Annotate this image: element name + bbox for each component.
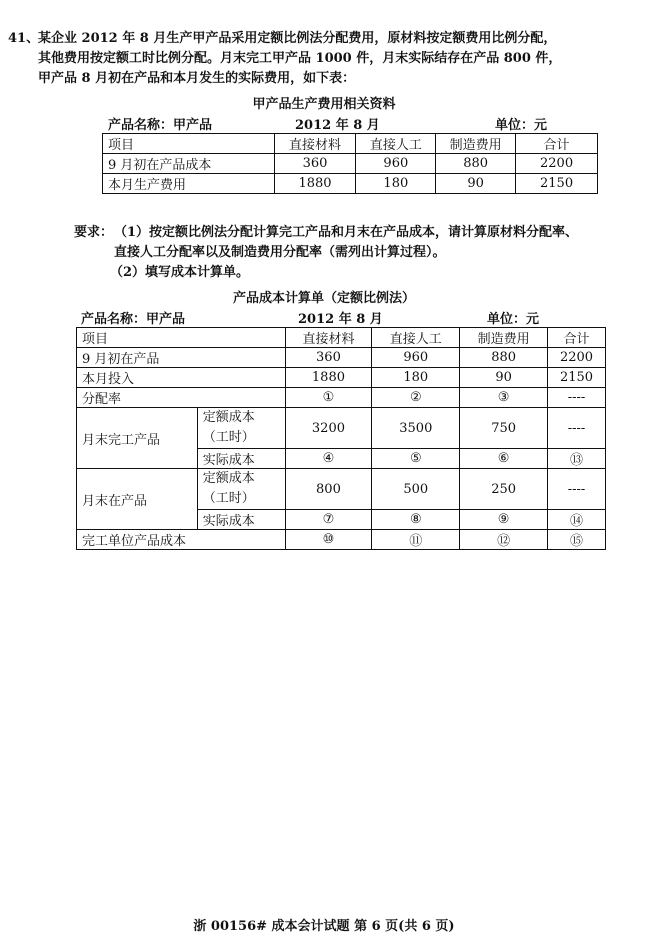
quota-label [197, 408, 285, 449]
table-cell: 3500 [372, 408, 460, 449]
table-cell: 880 [436, 154, 516, 174]
table-row [77, 469, 606, 510]
table-cell: 90 [460, 368, 548, 388]
table1-period: 2012 年 8 月 [295, 118, 380, 133]
row-label: 本月投入 [77, 368, 286, 388]
table-cell: 360 [274, 154, 356, 174]
table2-caption: 产品成本计算单（定额比例法） [232, 291, 415, 306]
table-row [103, 174, 598, 194]
table-cell: ⑩ [285, 530, 372, 550]
table-cell: ⑬ [548, 449, 606, 469]
table-cell: ⑥ [460, 449, 548, 469]
requirement-1-line-2: 直接人工分配率以及制造费用分配率（需列出计算过程）。 [114, 245, 446, 260]
actual-label: 实际成本 [197, 449, 285, 469]
question-line-2: 其他费用按定额工时比例分配。月末完工甲产品 1000 件，月末实际结存在产品 800 件， [38, 51, 562, 66]
table-cell: ① [285, 388, 372, 408]
table-row [77, 368, 606, 388]
table-header-row [103, 134, 598, 154]
cost-calculation-table [76, 327, 606, 550]
table-cell: 960 [372, 348, 460, 368]
table2-product: 产品名称：甲产品 [81, 312, 186, 327]
header-cell: 制造费用 [436, 134, 516, 154]
header-cell: 直接人工 [372, 328, 460, 348]
header-cell: 制造费用 [460, 328, 548, 348]
header-cell: 直接材料 [274, 134, 356, 154]
table-row [77, 530, 606, 550]
header-cell: 直接材料 [285, 328, 372, 348]
question-number: 41、 [8, 31, 40, 46]
question-line-3: 甲产品 8 月初在产品和本月发生的实际费用，如下表： [38, 71, 356, 86]
quota-label [197, 469, 285, 510]
table-cell: ⑭ [548, 510, 606, 530]
table-cell: ⑨ [460, 510, 548, 530]
page-footer: 浙 00156# 成本会计试题 第 6 页(共 6 页) [193, 919, 455, 934]
table-header-row [77, 328, 606, 348]
requirement-2: （2）填写成本计算单。 [110, 265, 250, 280]
table-cell: ⑫ [460, 530, 548, 550]
requirement-1-line-1: （1）按定额比例法分配计算完工产品和月末在产品成本，请计算原材料分配率、 [114, 225, 579, 240]
table-cell: ④ [285, 449, 372, 469]
table-cell: ⑮ [548, 530, 606, 550]
table-cell: ⑤ [372, 449, 460, 469]
row-label: 完工单位产品成本 [77, 530, 286, 550]
table-cell: 250 [460, 469, 548, 510]
table-cell: 3200 [285, 408, 372, 449]
header-cell: 项目 [103, 134, 275, 154]
table-cell: ⑪ [372, 530, 460, 550]
table1-caption: 甲产品生产费用相关资料 [252, 97, 396, 112]
question-text [8, 29, 638, 89]
row-label: 9 月初在产品 [77, 348, 286, 368]
header-cell: 项目 [77, 328, 286, 348]
table-cell: ⑧ [372, 510, 460, 530]
row-label: 分配率 [77, 388, 286, 408]
table-cell: ③ [460, 388, 548, 408]
table1-product: 产品名称：甲产品 [108, 118, 213, 133]
table2-unit: 单位：元 [487, 312, 540, 327]
table-cell: ⑦ [285, 510, 372, 530]
actual-label: 实际成本 [197, 510, 285, 530]
table2-period: 2012 年 8 月 [298, 312, 383, 327]
table-cell: 750 [460, 408, 548, 449]
table-cell: 880 [460, 348, 548, 368]
row-label: 本月生产费用 [103, 174, 275, 194]
question-line-1: 某企业 2012 年 8 月生产甲产品采用定额比例法分配费用，原材料按定额费用比例分配， [38, 31, 557, 46]
table-row [77, 348, 606, 368]
row-group-label: 月末在产品 [77, 469, 198, 530]
quota-label-line-1: 定额成本 [202, 410, 255, 425]
table-cell: 2200 [516, 154, 598, 174]
table-cell: 1880 [274, 174, 356, 194]
table-cell: ② [372, 388, 460, 408]
cost-data-table [102, 133, 598, 194]
header-cell: 直接人工 [356, 134, 436, 154]
table-cell: 800 [285, 469, 372, 510]
table-cell: ---- [548, 388, 606, 408]
table-cell: 90 [436, 174, 516, 194]
table-cell: 360 [285, 348, 372, 368]
table-row [77, 408, 606, 449]
header-cell: 合计 [516, 134, 598, 154]
table-row [103, 154, 598, 174]
table-cell: 2200 [548, 348, 606, 368]
row-label: 9 月初在产品成本 [103, 154, 275, 174]
table-row [77, 388, 606, 408]
table-cell: 960 [356, 154, 436, 174]
table-cell: 2150 [516, 174, 598, 194]
table-cell: 180 [356, 174, 436, 194]
table-cell: ---- [548, 408, 606, 449]
header-cell: 合计 [548, 328, 606, 348]
table-cell: 1880 [285, 368, 372, 388]
quota-label-line-2: （工时） [202, 491, 255, 506]
quota-label-line-2: （工时） [202, 430, 255, 445]
requirements-label: 要求： [74, 225, 114, 240]
row-group-label: 月末完工产品 [77, 408, 198, 469]
table-cell: 2150 [548, 368, 606, 388]
table-cell: 180 [372, 368, 460, 388]
table-cell: ---- [548, 469, 606, 510]
quota-label-line-1: 定额成本 [202, 471, 255, 486]
table-cell: 500 [372, 469, 460, 510]
table1-unit: 单位：元 [495, 118, 548, 133]
